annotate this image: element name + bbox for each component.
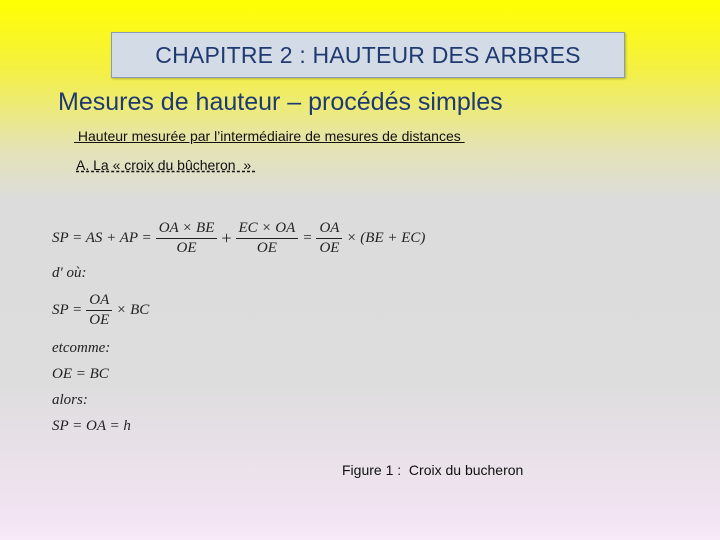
eq1-frac1 bbox=[156, 220, 218, 257]
eq2-lhs: SP = bbox=[52, 302, 83, 318]
eq1-frac2 bbox=[236, 220, 299, 257]
formula-eq3: OE = BC bbox=[52, 366, 109, 382]
eq2-frac-num: OA bbox=[86, 292, 112, 311]
section-heading-croix: A. La « croix du bûcheron » bbox=[76, 157, 255, 173]
formula-etcomme: etcomme: bbox=[52, 340, 111, 356]
eq1-frac3-num: OA bbox=[316, 220, 342, 239]
formula-alors: alors: bbox=[52, 392, 88, 408]
formula-eq4: SP = OA = h bbox=[52, 418, 131, 434]
eq1-plus: + bbox=[221, 228, 232, 248]
eq2-tail: × BC bbox=[116, 302, 150, 318]
section-subtitle: Mesures de hauteur – procédés simples bbox=[58, 88, 503, 116]
eq2-frac bbox=[86, 292, 112, 329]
chapter-title-box bbox=[111, 32, 625, 78]
eq1-frac1-den: OE bbox=[176, 240, 197, 256]
eq1-frac2-den: OE bbox=[256, 240, 277, 256]
formula-eq2 bbox=[52, 292, 149, 329]
eq1-frac1-num: OA × BE bbox=[156, 220, 218, 239]
eq1-lhs: SP = AS + AP = bbox=[52, 230, 152, 246]
intro-line: Hauteur mesurée par l’intermédiaire de mesures de distances bbox=[74, 128, 465, 144]
figure-caption: Figure 1 : Croix du bucheron bbox=[342, 462, 524, 478]
formula-dou: d' où: bbox=[52, 265, 87, 281]
eq1-tail: × (BE + EC) bbox=[346, 230, 426, 246]
eq2-frac-den: OE bbox=[89, 312, 110, 328]
eq1-equals: = bbox=[302, 230, 313, 246]
eq1-frac2-num: EC × OA bbox=[236, 220, 299, 239]
eq1-frac3-den: OE bbox=[319, 240, 340, 256]
formula-eq1 bbox=[52, 220, 425, 257]
eq1-frac3 bbox=[316, 220, 342, 257]
chapter-title: CHAPITRE 2 : HAUTEUR DES ARBRES bbox=[155, 41, 581, 68]
